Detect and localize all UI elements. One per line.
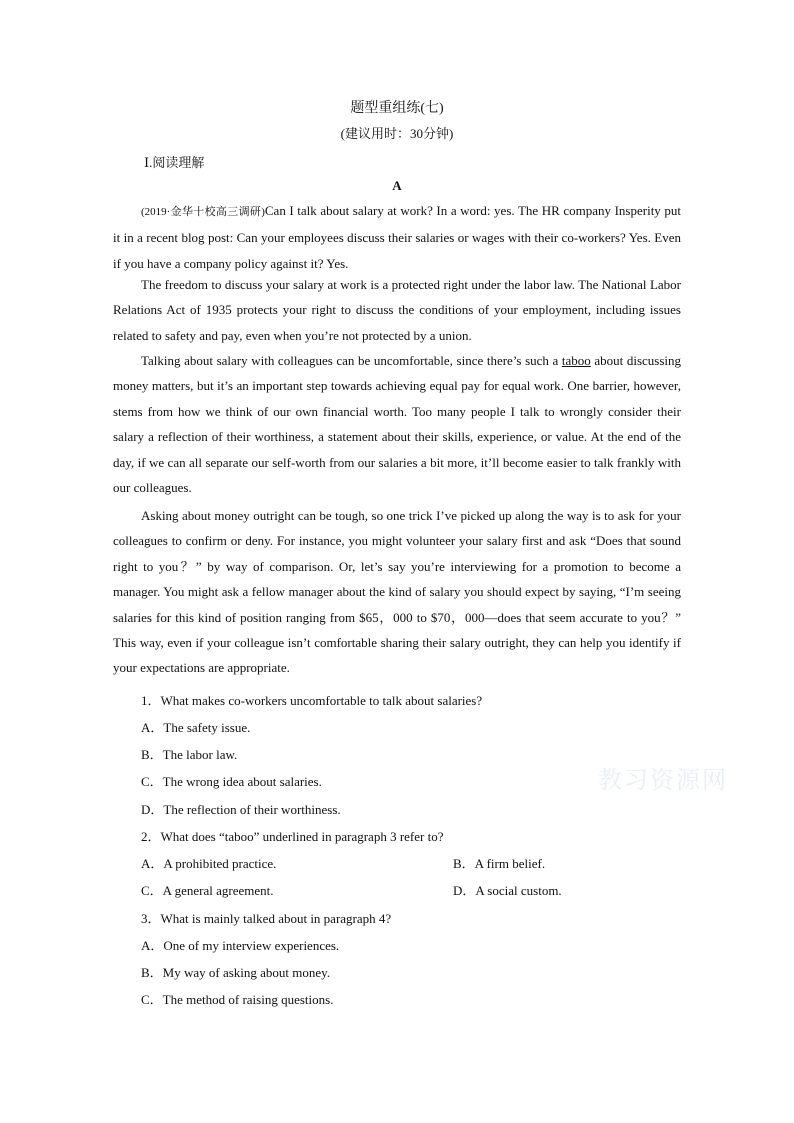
part-label: A — [392, 178, 402, 193]
paragraph-1 — [113, 198, 681, 276]
q2-option-d: D．A social custom. — [453, 883, 562, 898]
paragraph-4: Asking about money outright can be tough, so one trick I’ve picked up along the way is to ask for your colleagues to confirm or deny. For instance, you might volunteer your salary first and ask “Does that sound right to you？” by way of comparison. Or, let’s say you’re interviewing for a promotion to become a manager. You might ask a fellow manager about the kind of salary you should expect by saying, “I’m seeing salaries for this kind of position ranging from $65，000 to $70，000—does that seem accurate to you？” This way, even if your colleague isn’t comfortable sharing their salary outright, they can help you identify if your expectations are appropriate. — [113, 508, 681, 676]
page-title: 题型重组练(七) — [350, 101, 444, 116]
watermark: 教习资源网 — [598, 766, 728, 794]
question-3: 3．What is mainly talked about in paragraph 4? — [141, 911, 392, 926]
question-2: 2．What does “taboo” underlined in paragraph 3 refer to? — [141, 829, 444, 844]
paragraph-3: Talking about salary with colleagues can be uncomfortable, since there’s such a taboo about discussing money matters, but it’s an important step towards achieving equal pay for equal work. One barrier, however, stems from how we think of our own financial worth. Too many people I talk to wrongly consider their salary a reflection of their worthiness, a statement about their skills, experience, or value. At the end of the day, if we can all separate our self-worth from our salaries a bit more, it’ll become easier to talk frankly with our colleagues. — [113, 353, 682, 496]
q3-option-a: A．One of my interview experiences. — [141, 938, 340, 953]
q1-option-d: D．The reflection of their worthiness. — [141, 802, 341, 817]
question-1: 1．What makes co-workers uncomfortable to talk about salaries? — [141, 693, 483, 708]
time-suggestion: (建议用时：30分钟) — [340, 126, 454, 141]
q1-option-a: A．The safety issue. — [141, 720, 251, 735]
q1-option-b: B．The labor law. — [141, 747, 238, 762]
q2-option-b: B．A firm belief. — [453, 856, 546, 871]
q3-option-b: B．My way of asking about money. — [141, 965, 331, 980]
q2-option-c: C．A general agreement. — [141, 883, 274, 898]
q3-option-c: C．The method of raising questions. — [141, 992, 334, 1007]
paragraph-1-text: Can I talk about salary at work? In a word: yes. The HR company Insperity put it in a recent blog post: Can your employees discuss their salaries or wages with their co-workers? Yes. Even if you have a company policy against it? Yes. — [113, 203, 681, 271]
source-note: (2019·金华十校高三调研) — [141, 206, 265, 218]
q2-option-a: A．A prohibited practice. — [141, 856, 277, 871]
q1-option-c: C．The wrong idea about salaries. — [141, 774, 322, 789]
section-heading: Ⅰ.阅读理解 — [144, 155, 205, 170]
underlined-word-taboo: taboo — [561, 353, 591, 368]
paragraph-2: The freedom to discuss your salary at work is a protected right under the labor law. The National Labor Relations Act of 1935 protects your right to discuss the conditions of your employment, including issues related to safety and pay, even when you’re not protected by a union. — [113, 277, 681, 343]
